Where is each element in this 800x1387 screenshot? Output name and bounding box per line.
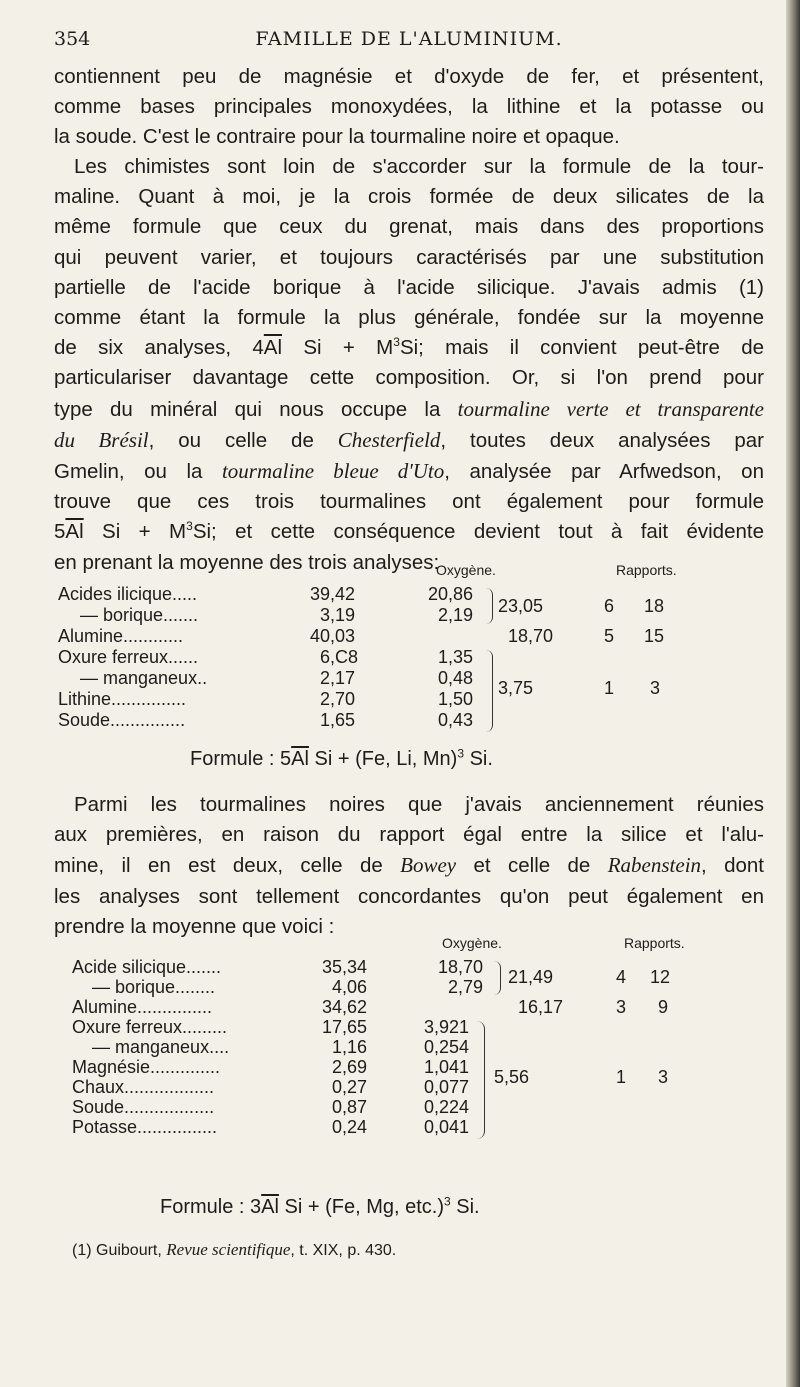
row-label: Acides ilicique..... xyxy=(58,584,198,604)
row-value: 4,06 xyxy=(332,977,368,997)
text-line: mine, il en est deux, celle de Bowey et celle de Rabenstein, dont xyxy=(54,853,765,878)
row-label: Soude.................. xyxy=(72,1097,215,1117)
row-label: — manganeux.. xyxy=(80,668,208,688)
row-value: 17,65 xyxy=(322,1017,368,1037)
text-line: type du minéral qui nous occupe la tourmaline verte et transparente xyxy=(54,396,764,421)
ratio-value: 15 xyxy=(644,626,665,646)
oxygen-value: 0,43 xyxy=(438,710,474,730)
oxygen-sum: 16,17 xyxy=(518,997,564,1017)
paragraph-3 xyxy=(54,790,764,942)
text-line: du Brésil, ou celle de Chesterfield, toutes deux analysées par xyxy=(54,427,765,452)
brace xyxy=(476,1021,485,1139)
oxygen-value: 3,921 xyxy=(424,1017,470,1037)
oxygen-sum: 3,75 xyxy=(498,678,534,698)
ratio-value: 1 xyxy=(604,678,615,698)
oxygen-value: 0,48 xyxy=(438,668,474,688)
ratio-value: 3 xyxy=(616,997,627,1017)
text-line: contiennent peu de magnésie et d'oxyde de fer, et présentent, xyxy=(54,65,764,88)
row-label: Alumine............... xyxy=(72,997,213,1017)
row-value: 0,24 xyxy=(332,1117,368,1137)
brace xyxy=(486,650,493,732)
ratio-value: 3 xyxy=(658,1067,669,1087)
text-line: particulariser davantage cette composition. Or, si l'on prend pour xyxy=(54,366,764,390)
text-line: qui peuvent varier, et toujours caractérisés par une substitution xyxy=(54,245,764,269)
header-ratios: Rapports. xyxy=(624,935,685,951)
text-line: de six analyses, $4\overline{Al}$ $Si + M^3Si$; mais il convient peut-être de xyxy=(54,335,765,360)
oxygen-value: 1,041 xyxy=(424,1057,470,1077)
text-line: aux premières, en raison du rapport égal entre la silice et l'alu- xyxy=(54,823,764,847)
text-line: même formule que ceux du grenat, mais dans des proportions xyxy=(54,215,764,239)
formula-1: Formule : $5\overline{Al}$ Si + (Fe, Li, Mn)$^3$ Si. xyxy=(190,746,493,770)
ratio-value: 3 xyxy=(650,678,661,698)
row-label: — manganeux.... xyxy=(92,1037,230,1057)
text-line: en prenant la moyenne des trois analyses: xyxy=(54,550,440,574)
text-line: prendre la moyenne que voici : xyxy=(54,914,335,938)
ratio-value: 18 xyxy=(644,596,665,616)
row-value: 0,87 xyxy=(332,1097,368,1117)
header-ratios: Rapports. xyxy=(616,562,677,578)
row-value: 2,69 xyxy=(332,1057,368,1077)
oxygen-value: 20,86 xyxy=(428,584,474,604)
text-line: la soude. C'est le contraire pour la tourmaline noire et opaque. xyxy=(54,125,620,149)
row-label: Potasse................ xyxy=(72,1117,218,1137)
paragraph-1 xyxy=(54,62,764,153)
oxygen-value: 2,19 xyxy=(438,605,474,625)
paragraph-2 xyxy=(54,152,764,578)
text-line: partielle de l'acide borique à l'acide silicique. J'avais admis (1) xyxy=(54,275,764,299)
ratio-value: 5 xyxy=(604,626,615,646)
text-line: $5\overline{Al}$ $Si + M^3Si$; et cette conséquence devient tout à fait évidente xyxy=(54,519,764,544)
row-value: 40,03 xyxy=(310,626,356,646)
ratio-value: 1 xyxy=(616,1067,627,1087)
page-edge xyxy=(786,0,800,1387)
row-value: 34,62 xyxy=(322,997,368,1017)
row-label: Soude............... xyxy=(58,710,186,730)
oxygen-sum: 5,56 xyxy=(494,1067,530,1087)
page-header xyxy=(54,28,764,54)
row-value: 0,27 xyxy=(332,1077,368,1097)
row-label: Oxure ferreux...... xyxy=(58,647,199,667)
row-value: 6,C8 xyxy=(320,647,359,667)
oxygen-value: 0,077 xyxy=(424,1077,470,1097)
header-oxygen: Oxygène. xyxy=(436,562,496,578)
oxygen-value: 0,254 xyxy=(424,1037,470,1057)
analysis-table-1 xyxy=(58,560,758,740)
oxygen-value: 1,50 xyxy=(438,689,474,709)
footnote: (1) Guibourt, Revue scientifique, t. XIX, p. 430. xyxy=(72,1240,397,1259)
oxygen-value: 2,79 xyxy=(448,977,484,997)
text-line: Gmelin, ou la tourmaline bleue d'Uto, analysée par Arfwedson, on xyxy=(54,459,764,484)
brace xyxy=(486,588,493,624)
row-label: Acide silicique....... xyxy=(72,957,222,977)
row-value: 1,65 xyxy=(320,710,356,730)
text-line: comme bases principales monoxydées, la lithine et la potasse ou xyxy=(54,95,764,119)
oxygen-value: 0,041 xyxy=(424,1117,470,1137)
text-line: les analyses sont tellement concordantes qu'on peut également en xyxy=(54,884,764,908)
text-line: trouve que ces trois tourmalines ont également pour formule xyxy=(54,490,764,514)
row-value: 1,16 xyxy=(332,1037,368,1057)
row-label: Chaux.................. xyxy=(72,1077,215,1097)
brace xyxy=(494,961,501,995)
row-label: Magnésie.............. xyxy=(72,1057,221,1077)
oxygen-value: 18,70 xyxy=(438,957,484,977)
text-line: Parmi les tourmalines noires que j'avais anciennement réunies xyxy=(74,793,764,816)
header-oxygen: Oxygène. xyxy=(442,935,502,951)
text-line: comme étant la formule la plus générale, fondée sur la moyenne xyxy=(54,306,764,330)
oxygen-value: 0,224 xyxy=(424,1097,470,1117)
oxygen-sum: 21,49 xyxy=(508,967,554,987)
ratio-value: 12 xyxy=(650,967,671,987)
oxygen-sum: 18,70 xyxy=(508,626,554,646)
row-label: Lithine............... xyxy=(58,689,187,709)
row-value: 2,17 xyxy=(320,668,356,688)
oxygen-value: 1,35 xyxy=(438,647,474,667)
row-label: Oxure ferreux......... xyxy=(72,1017,228,1037)
page-number: 354 xyxy=(54,28,91,50)
ratio-value: 6 xyxy=(604,596,615,616)
oxygen-sum: 23,05 xyxy=(498,596,544,616)
row-label: — borique....... xyxy=(80,605,199,625)
text-line: Les chimistes sont loin de s'accorder sur la formule de la tour- xyxy=(74,155,764,178)
text-line: maline. Quant à moi, je la crois formée de deux silicates de la xyxy=(54,185,764,209)
ratio-value: 4 xyxy=(616,967,627,987)
row-value: 35,34 xyxy=(322,957,368,977)
formula-2: Formule : $3\overline{Al}$ Si + (Fe, Mg, etc.)$^3$ Si. xyxy=(160,1194,480,1218)
row-value: 3,19 xyxy=(320,605,356,625)
row-value: 2,70 xyxy=(320,689,356,709)
row-value: 39,42 xyxy=(310,584,356,604)
row-label: Alumine............ xyxy=(58,626,184,646)
alumina-symbol: $\overline{Al}$ xyxy=(65,520,84,544)
alumina-symbol: $\overline{Al}$ xyxy=(263,336,283,360)
analysis-table-2 xyxy=(72,935,762,1170)
ratio-value: 9 xyxy=(658,997,669,1017)
row-label: — borique........ xyxy=(92,977,216,997)
running-title: FAMILLE DE L'ALUMINIUM. xyxy=(255,28,563,50)
